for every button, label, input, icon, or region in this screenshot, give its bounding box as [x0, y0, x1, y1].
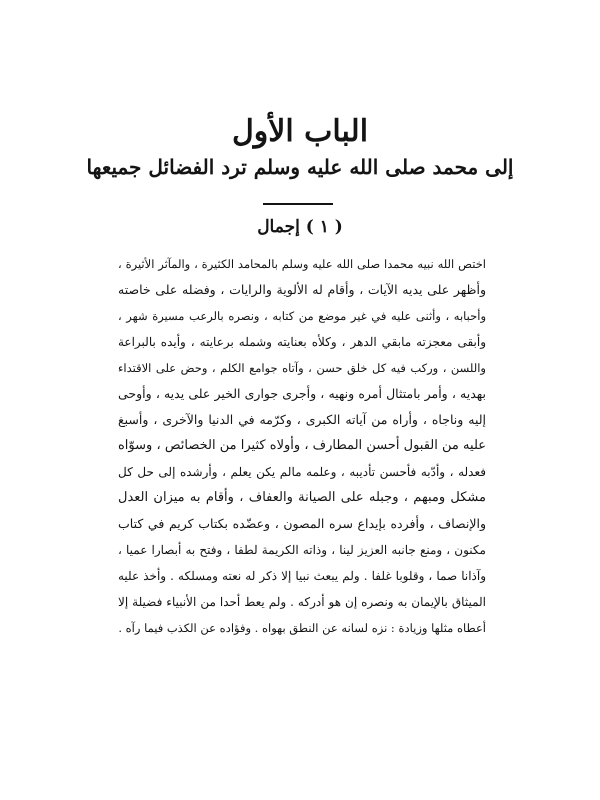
paragraph-line: وأحبابه ، وأثنى عليه في غير موضع من كتابه ، ونصره بالرعب مسيرة شهر ، [118, 309, 486, 323]
paragraph-line: وآذانا صما ، وقلوبا غلفا . ولم يبعث نبيا إلا ذكر له نعته ومسلكه . وأخذ عليه [118, 569, 486, 583]
paragraph-line: وأبقى معجزته مابقي الدهر ، وكلأه بعنايته وشمله برعايته ، وأيده بالبراعة [118, 335, 486, 349]
paragraph-line: اختص الله نبيه محمدا صلى الله عليه وسلم بالمحامد الكثيرة ، والمآثر الأثيرة ، [118, 257, 486, 271]
paragraph-line: إليه وناجاه ، وأراه من آياته الكبرى ، وكرّمه في الدنيا والآخرى ، وأسبغ [118, 412, 486, 427]
paragraph-line: مشكل ومبهم ، وجبله على الصيانة والعفاف ، وأقام به ميزان العدل [118, 490, 486, 505]
paragraph-line: فعدله ، وأدّبه فأحسن تأديبه ، وعلمه مالم يكن يعلم ، وأرشده إلى حل كل [118, 465, 486, 479]
paragraph-line: وأظهر على يديه الآيات ، وأقام له الألوية والرايات ، وفضله على خاصته [118, 282, 486, 297]
section-heading: ( ١ ) إجمال [257, 217, 343, 237]
chapter-title: الباب الأول [231, 114, 369, 149]
title-divider [263, 203, 333, 205]
body-paragraph [118, 251, 486, 641]
paragraph-line: والإنصاف ، وأفرده بإيداع سره المصون ، وعضّده بكتاب كريم في كتاب [118, 516, 486, 531]
paragraph-line: عليه من القبول أحسن المطارف ، وأولاه كثيرا من الخصائص ، وسوّاه [118, 438, 486, 453]
paragraph-line: بهديه ، وأمر بامتثال أمره ونهيه ، وأجرى جوارى الخير على يديه ، وأوحى [118, 386, 486, 401]
paragraph-line: مكنون ، ومنع جانبه العزيز لينا ، وذاته الكريمة لطفا ، وفتح به أبصارا عميا ، [118, 543, 486, 557]
paragraph-line: الميثاق بالإيمان به ونصره إن هو أدركه . ولم يعط أحدا من الأنبياء فضيلة إلا [118, 595, 486, 609]
paragraph-line: واللسن ، ورکب فيه كل خلق حسن ، وآتاه جوامع الكلم ، وحض على الاقتداء [118, 361, 486, 375]
chapter-subtitle: إلى محمد صلى الله عليه وسلم ترد الفضائل جميعها [86, 155, 514, 179]
paragraph-line: أعطاه مثلها وزيادة : نزه لسانه عن النطق بهواه . وفؤاده عن الكذب فيما رآه . [118, 621, 486, 635]
